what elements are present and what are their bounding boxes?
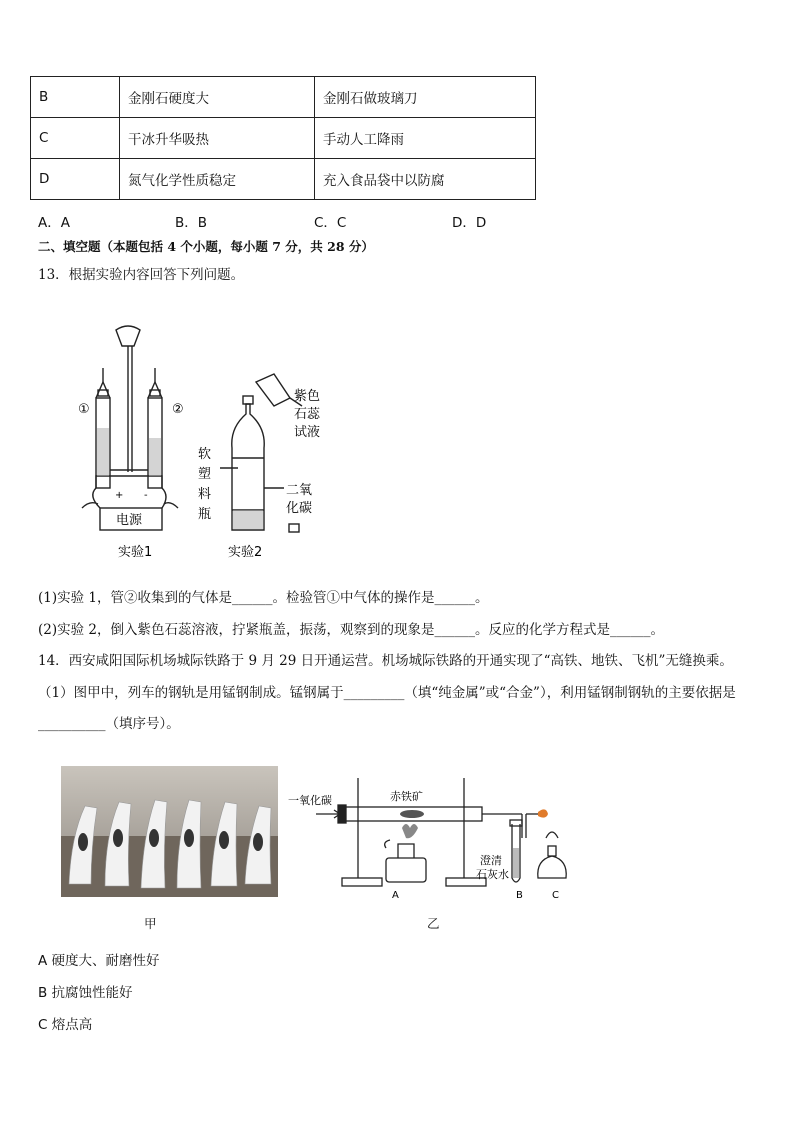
table-cell-property: 金刚石硬度大	[120, 77, 315, 118]
table-cell-use: 金刚石做玻璃刀	[315, 77, 536, 118]
caption-yi: 乙	[427, 916, 440, 931]
table-cell-letter: B	[31, 77, 120, 118]
co-label: 一氧化碳	[288, 794, 332, 807]
table-cell-property: 干冰升华吸热	[120, 118, 315, 159]
question-14-part-1-line-1: （1）图甲中，列车的钢轨是用锰钢制成。锰钢属于_________（填“纯金属”或“合金”），利用锰钢制钢轨的主要依据是	[38, 685, 736, 701]
label-a: A	[392, 890, 399, 898]
table-row	[31, 118, 536, 159]
table-cell-use: 充入食品袋中以防腐	[315, 159, 536, 200]
label-b: B	[516, 890, 523, 898]
choice-c: C．C	[314, 215, 347, 231]
caption-jia: 甲	[144, 916, 157, 931]
litmus-label-3: 试液	[294, 425, 321, 440]
q14-option-c: C 熔点高	[38, 1017, 93, 1033]
litmus-label-2: 石蕊	[294, 407, 321, 422]
section-heading: 二、填空题（本题包括 4 个小题，每小题 7 分，共 28 分）	[38, 239, 374, 254]
train-photo	[61, 766, 278, 897]
choice-b: B．B	[175, 215, 208, 231]
question-13-part-1: (1)实验 1，管②收集到的气体是______。检验管①中气体的操作是______。	[38, 590, 489, 606]
exp2-caption: 实验2	[228, 545, 263, 560]
co2-label-1: 二氧	[286, 483, 313, 498]
choice-a: A．A	[38, 215, 70, 231]
options-table	[30, 76, 536, 200]
q14-option-b: B 抗腐蚀性能好	[38, 985, 133, 1001]
power-label: 电源	[116, 513, 143, 528]
minus-sign: -	[144, 490, 148, 501]
tube2-mark: ②	[172, 402, 184, 417]
label-c: C	[552, 890, 559, 898]
tube1-mark: ①	[78, 402, 90, 417]
table-cell-use: 手动人工降雨	[315, 118, 536, 159]
table-row	[31, 159, 536, 200]
bottle-label-2: 塑	[198, 467, 212, 482]
table-row	[31, 77, 536, 118]
question-14-part-1-line-2: __________（填序号）。	[38, 716, 180, 732]
reduction-apparatus-diagram	[286, 768, 586, 898]
plus-sign: +	[115, 490, 124, 501]
bottle-label-1: 软	[198, 447, 212, 462]
lime-label-2: 石灰水	[476, 868, 509, 881]
choice-d: D．D	[452, 215, 487, 231]
q14-option-a: A 硬度大、耐磨性好	[38, 953, 160, 969]
table-cell-letter: D	[31, 159, 120, 200]
table-cell-letter: C	[31, 118, 120, 159]
bottle-label-3: 料	[198, 487, 212, 502]
table-cell-property: 氮气化学性质稳定	[120, 159, 315, 200]
bottle-label-4: 瓶	[198, 507, 212, 522]
question-13-stem: 13．根据实验内容回答下列问题。	[38, 267, 245, 283]
lime-label-1: 澄清	[480, 854, 502, 867]
question-14-stem: 14．西安咸阳国际机场城际铁路于 9 月 29 日开通运营。机场城际铁路的开通实现了“高铁、地铁、飞机”无缝换乘。	[38, 653, 733, 669]
litmus-label-1: 紫色	[294, 389, 321, 404]
co2-label-2: 化碳	[286, 501, 313, 516]
exp1-caption: 实验1	[118, 545, 153, 560]
ore-label: 赤铁矿	[390, 790, 423, 803]
experiment-figure	[60, 318, 350, 568]
question-13-part-2: (2)实验 2，倒入紫色石蕊溶液，拧紧瓶盖，振荡，观察到的现象是______。反应的化学方程式是______。	[38, 622, 665, 638]
